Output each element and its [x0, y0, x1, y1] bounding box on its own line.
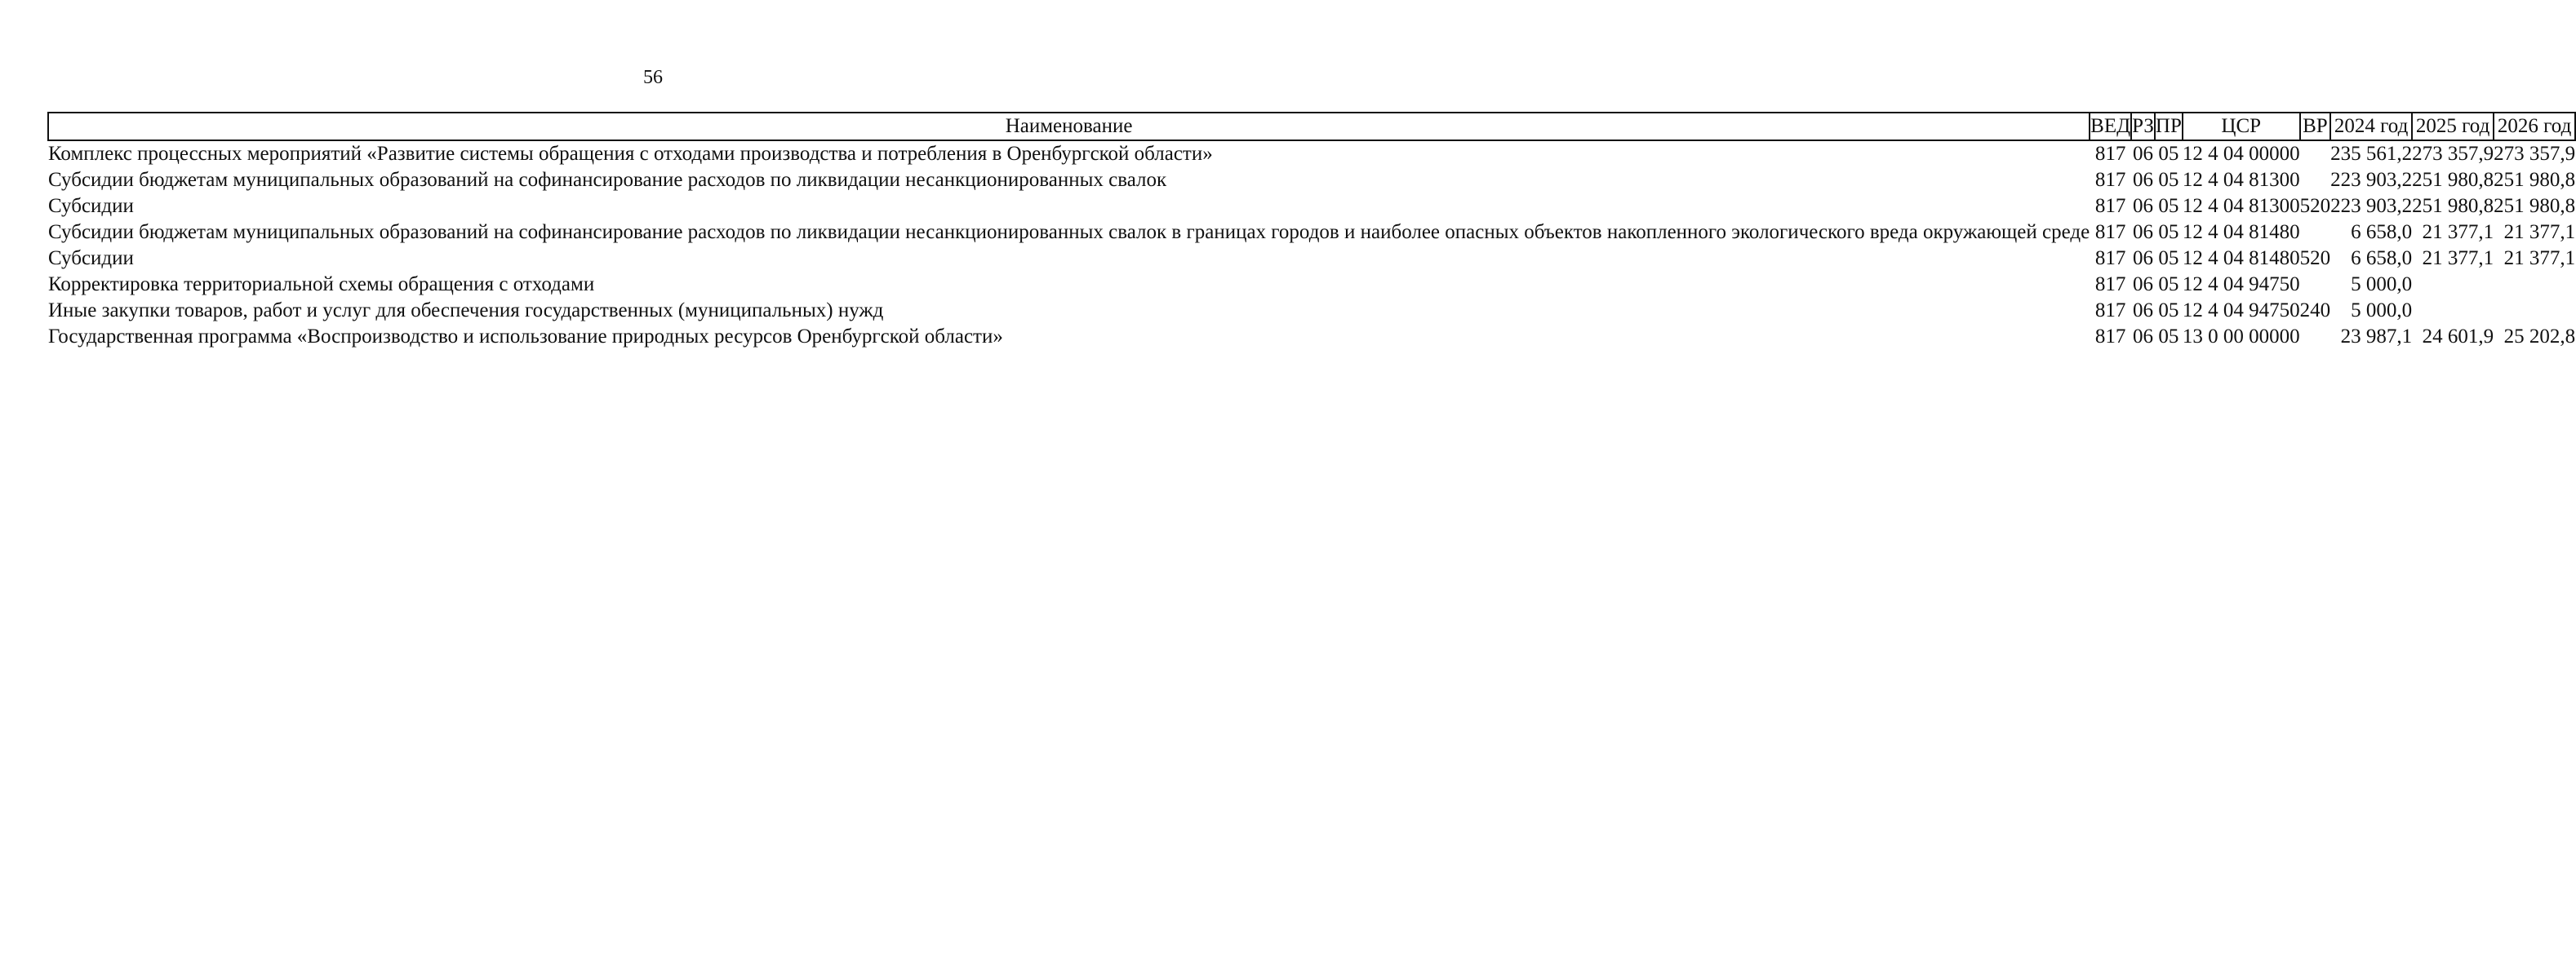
row-2024: 6 658,0	[2351, 247, 2413, 269]
table-row	[48, 219, 2575, 246]
col-header-ved: ВЕД	[2090, 113, 2131, 140]
budget-table	[47, 112, 2576, 350]
row-pr: 05	[2158, 247, 2179, 269]
row-2026: 25 202,8	[2503, 326, 2576, 348]
table-row	[48, 324, 2575, 350]
row-ved: 817	[2094, 169, 2126, 191]
row-2025: 273 357,9	[2412, 143, 2494, 165]
row-pr: 05	[2158, 221, 2179, 243]
row-rz: 06	[2133, 326, 2154, 348]
row-rz: 06	[2133, 247, 2154, 269]
row-csr: 12 4 04 00000	[2182, 143, 2300, 165]
col-header-2026: 2026 год	[2494, 113, 2575, 140]
row-csr: 12 4 04 94750	[2182, 299, 2300, 321]
table-row	[48, 140, 2575, 167]
row-rz: 06	[2133, 273, 2154, 295]
row-2025: 24 601,9	[2422, 326, 2494, 348]
row-2025: 21 377,1	[2422, 247, 2494, 269]
row-csr: 12 4 04 81480	[2182, 221, 2300, 243]
col-header-name: Наименование	[48, 113, 2090, 140]
row-ved: 817	[2094, 247, 2126, 269]
row-vr: 520	[2299, 247, 2331, 269]
row-2026: 251 980,8	[2494, 169, 2576, 191]
row-csr: 12 4 04 81300	[2182, 195, 2300, 217]
row-csr: 12 4 04 81480	[2182, 247, 2300, 269]
row-name: Субсидии бюджетам муниципальных образований на софинансирование расходов по ликвидации несанкционированных свалок в границах городов и наиболее опасных объектов накопленного экологического вреда окружающей среде	[48, 221, 2090, 243]
row-vr	[2300, 140, 2331, 167]
row-2024: 223 903,2	[2330, 195, 2413, 217]
table-header-row	[48, 113, 2575, 140]
row-ved: 817	[2094, 299, 2126, 321]
row-pr: 05	[2158, 326, 2179, 348]
row-2026: 251 980,8	[2494, 195, 2576, 217]
table-row	[48, 272, 2575, 298]
row-2024: 23 987,1	[2340, 326, 2413, 348]
col-header-rz: РЗ	[2131, 113, 2155, 140]
row-ved: 817	[2094, 143, 2126, 165]
page-number: 56	[643, 67, 663, 88]
table-row	[48, 193, 2575, 219]
row-2024: 235 561,2	[2330, 143, 2413, 165]
row-rz: 06	[2133, 169, 2154, 191]
row-2026: 21 377,1	[2503, 247, 2576, 269]
row-name: Корректировка территориальной схемы обращения с отходами	[48, 273, 595, 295]
row-vr: 520	[2299, 195, 2331, 217]
row-pr: 05	[2158, 143, 2179, 165]
row-vr	[2300, 219, 2331, 246]
row-2026	[2494, 272, 2575, 298]
row-name: Иные закупки товаров, работ и услуг для обеспечения государственных (муниципальных) нужд	[48, 299, 884, 321]
row-pr: 05	[2158, 195, 2179, 217]
table-row	[48, 298, 2575, 324]
col-header-2025: 2025 год	[2412, 113, 2494, 140]
row-2026	[2494, 298, 2575, 324]
row-pr: 05	[2158, 299, 2179, 321]
row-vr: 240	[2299, 299, 2331, 321]
table-row	[48, 246, 2575, 272]
row-2024: 5 000,0	[2351, 299, 2413, 321]
row-vr	[2300, 272, 2331, 298]
row-2024: 223 903,2	[2330, 169, 2413, 191]
row-name: Комплекс процессных мероприятий «Развитие системы обращения с отходами производства и потребления в Оренбургской области»	[48, 143, 1213, 165]
row-pr: 05	[2158, 273, 2179, 295]
col-header-csr: ЦСР	[2183, 113, 2300, 140]
row-2026: 273 357,9	[2494, 143, 2576, 165]
row-2025: 21 377,1	[2422, 221, 2494, 243]
col-header-2024: 2024 год	[2330, 113, 2412, 140]
row-vr	[2300, 167, 2331, 193]
row-2025: 251 980,8	[2412, 169, 2494, 191]
row-name: Субсидии	[48, 247, 134, 269]
row-2025: 251 980,8	[2412, 195, 2494, 217]
row-2024: 5 000,0	[2351, 273, 2413, 295]
row-rz: 06	[2133, 299, 2154, 321]
row-ved: 817	[2094, 273, 2126, 295]
row-rz: 06	[2133, 221, 2154, 243]
row-csr: 13 0 00 00000	[2182, 326, 2300, 348]
row-2026: 21 377,1	[2503, 221, 2576, 243]
row-vr	[2300, 324, 2331, 350]
col-header-pr: ПР	[2155, 113, 2183, 140]
row-name: Государственная программа «Воспроизводство и использование природных ресурсов Оренбургской области»	[48, 326, 1003, 348]
row-2025	[2412, 298, 2494, 324]
row-rz: 06	[2133, 143, 2154, 165]
row-csr: 12 4 04 81300	[2182, 169, 2300, 191]
table-row	[48, 167, 2575, 193]
row-ved: 817	[2094, 221, 2126, 243]
row-2025	[2412, 272, 2494, 298]
row-csr: 12 4 04 94750	[2182, 273, 2300, 295]
row-ved: 817	[2094, 195, 2126, 217]
col-header-vr: ВР	[2300, 113, 2331, 140]
row-2024: 6 658,0	[2351, 221, 2413, 243]
row-name: Субсидии бюджетам муниципальных образований на софинансирование расходов по ликвидации несанкционированных свалок	[48, 169, 1167, 191]
row-ved: 817	[2094, 326, 2126, 348]
row-rz: 06	[2133, 195, 2154, 217]
row-pr: 05	[2158, 169, 2179, 191]
row-name: Субсидии	[48, 195, 134, 217]
